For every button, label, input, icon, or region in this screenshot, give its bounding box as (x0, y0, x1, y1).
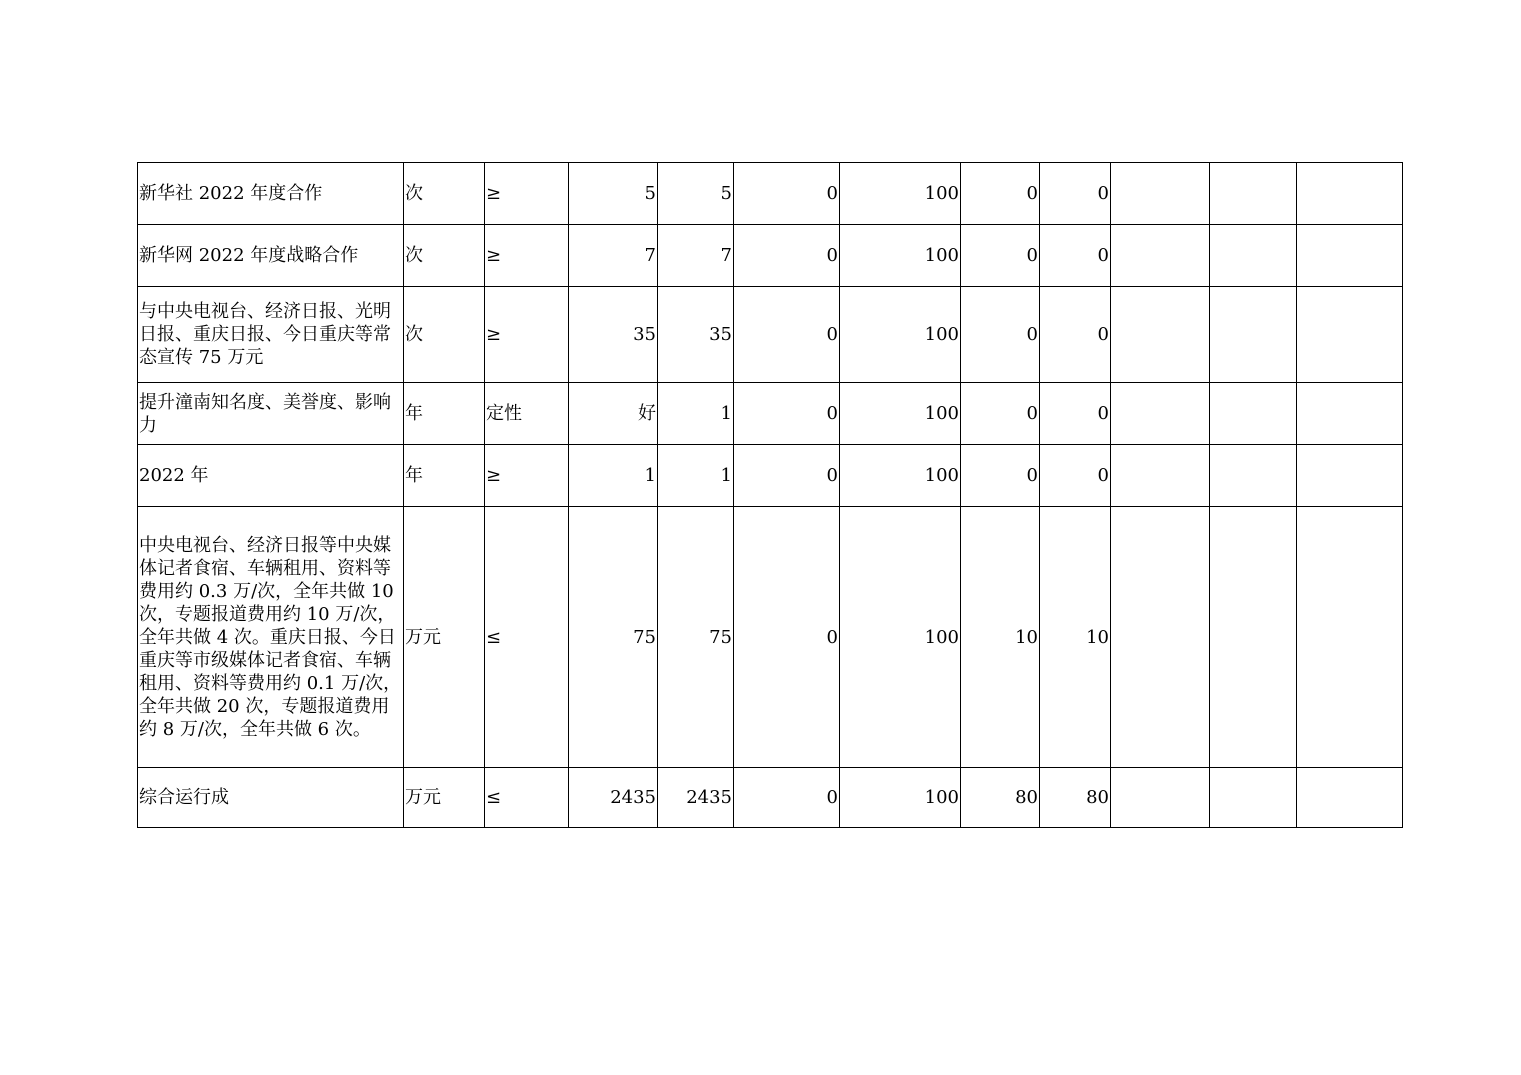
indicator-cell: 新华社 2022 年度合作 (138, 163, 404, 225)
actual-cell: 35 (658, 287, 734, 383)
value-cell: 0 (961, 445, 1040, 507)
empty-cell (1210, 383, 1297, 445)
value-cell: 0 (961, 163, 1040, 225)
unit-cell: 次 (404, 163, 485, 225)
operator-cell: ≥ (485, 445, 569, 507)
indicator-cell: 提升潼南知名度、美誉度、影响力 (138, 383, 404, 445)
indicator-cell: 中央电视台、经济日报等中央媒体记者食宿、车辆租用、资料等费用约 0.3 万/次，全年共做 10 次，专题报道费用约 10 万/次，全年共做 4 次。重庆日报、今日重庆等市级媒体记者食宿、车辆租用、资料等费用约 0.1 万/次，全年共做 20 次，专题报道费用约 8 万/次，全年共做 6 次。 (138, 507, 404, 768)
value-cell: 0 (734, 225, 840, 287)
empty-cell (1111, 287, 1210, 383)
empty-cell (1297, 163, 1403, 225)
value-cell: 0 (961, 225, 1040, 287)
actual-cell: 75 (658, 507, 734, 768)
indicator-cell: 综合运行成 (138, 768, 404, 828)
actual-cell: 1 (658, 383, 734, 445)
target-cell: 2435 (569, 768, 658, 828)
value-cell: 100 (840, 507, 961, 768)
empty-cell (1210, 768, 1297, 828)
table-row (138, 445, 1403, 507)
table-row (138, 768, 1403, 828)
unit-cell: 次 (404, 225, 485, 287)
unit-cell: 万元 (404, 768, 485, 828)
operator-cell: 定性 (485, 383, 569, 445)
unit-cell: 次 (404, 287, 485, 383)
value-cell: 100 (840, 445, 961, 507)
value-cell: 100 (840, 383, 961, 445)
empty-cell (1111, 225, 1210, 287)
target-cell: 5 (569, 163, 658, 225)
empty-cell (1111, 507, 1210, 768)
indicator-cell: 与中央电视台、经济日报、光明日报、重庆日报、今日重庆等常态宣传 75 万元 (138, 287, 404, 383)
actual-cell: 5 (658, 163, 734, 225)
value-cell: 0 (734, 383, 840, 445)
table-row (138, 225, 1403, 287)
empty-cell (1210, 507, 1297, 768)
value-cell: 10 (961, 507, 1040, 768)
operator-cell: ≥ (485, 163, 569, 225)
actual-cell: 2435 (658, 768, 734, 828)
actual-cell: 7 (658, 225, 734, 287)
empty-cell (1111, 445, 1210, 507)
empty-cell (1297, 225, 1403, 287)
table-row (138, 287, 1403, 383)
target-cell: 1 (569, 445, 658, 507)
value-cell: 100 (840, 768, 961, 828)
indicator-cell: 2022 年 (138, 445, 404, 507)
empty-cell (1210, 163, 1297, 225)
unit-cell: 年 (404, 445, 485, 507)
indicator-cell: 新华网 2022 年度战略合作 (138, 225, 404, 287)
value-cell: 0 (1040, 287, 1111, 383)
operator-cell: ≥ (485, 287, 569, 383)
target-cell: 35 (569, 287, 658, 383)
empty-cell (1210, 225, 1297, 287)
unit-cell: 年 (404, 383, 485, 445)
value-cell: 100 (840, 163, 961, 225)
table-row (138, 383, 1403, 445)
value-cell: 0 (1040, 163, 1111, 225)
value-cell: 0 (961, 383, 1040, 445)
table-row (138, 163, 1403, 225)
operator-cell: ≥ (485, 225, 569, 287)
empty-cell (1210, 287, 1297, 383)
empty-cell (1111, 383, 1210, 445)
performance-indicator-table (137, 162, 1403, 828)
target-cell: 好 (569, 383, 658, 445)
operator-cell: ≤ (485, 768, 569, 828)
empty-cell (1297, 287, 1403, 383)
value-cell: 0 (961, 287, 1040, 383)
value-cell: 0 (734, 287, 840, 383)
empty-cell (1111, 768, 1210, 828)
value-cell: 100 (840, 225, 961, 287)
target-cell: 7 (569, 225, 658, 287)
target-cell: 75 (569, 507, 658, 768)
table-row (138, 507, 1403, 768)
empty-cell (1297, 445, 1403, 507)
actual-cell: 1 (658, 445, 734, 507)
value-cell: 80 (1040, 768, 1111, 828)
value-cell: 0 (1040, 445, 1111, 507)
empty-cell (1297, 768, 1403, 828)
value-cell: 0 (734, 507, 840, 768)
value-cell: 0 (734, 768, 840, 828)
unit-cell: 万元 (404, 507, 485, 768)
empty-cell (1111, 163, 1210, 225)
value-cell: 10 (1040, 507, 1111, 768)
value-cell: 0 (734, 445, 840, 507)
value-cell: 0 (734, 163, 840, 225)
empty-cell (1297, 507, 1403, 768)
empty-cell (1210, 445, 1297, 507)
operator-cell: ≤ (485, 507, 569, 768)
value-cell: 100 (840, 287, 961, 383)
empty-cell (1297, 383, 1403, 445)
value-cell: 0 (1040, 383, 1111, 445)
value-cell: 80 (961, 768, 1040, 828)
value-cell: 0 (1040, 225, 1111, 287)
